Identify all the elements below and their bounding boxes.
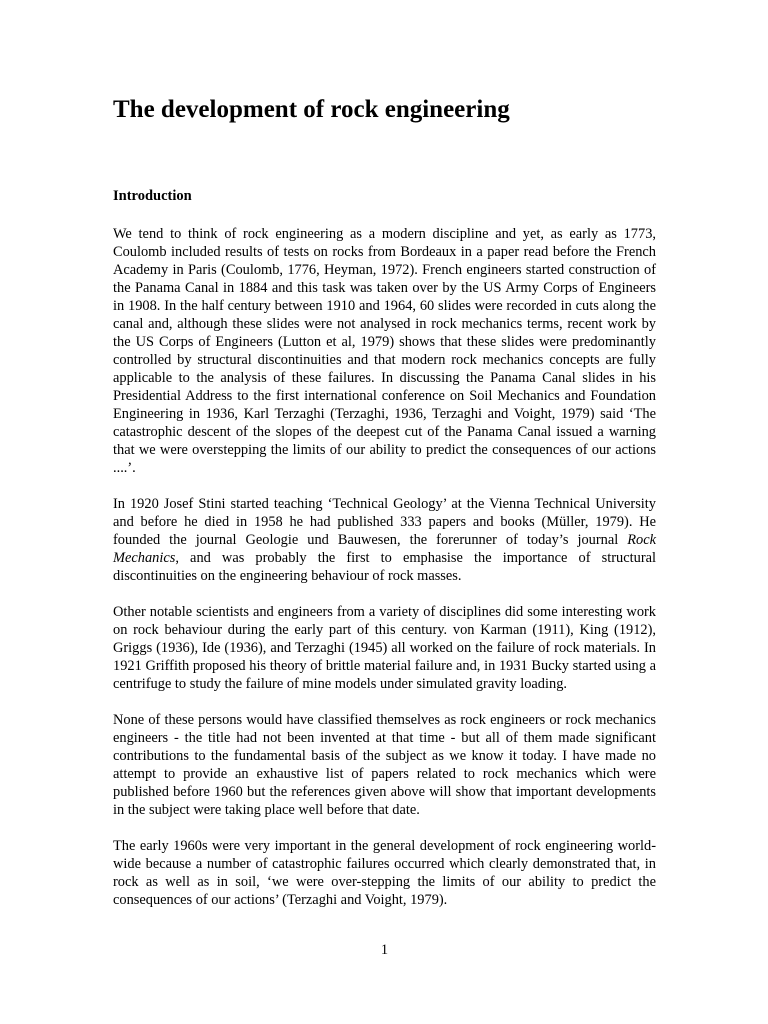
paragraph-3: [113, 603, 656, 693]
paragraph-2: [113, 495, 656, 585]
page-number: 1: [380, 942, 389, 958]
paragraph-1: [113, 225, 656, 477]
paragraph-3-text: Other notable scientists and engineers from a variety of disciplines did some interesting work on rock behaviour during the early part of this century. von Karman (1911), King (1912), Griggs (1936), Ide (1936), and Terzaghi (1945) all worked on the failure of rock materials. In 1921 Griffith proposed his theory of brittle material failure and, in 1931 Bucky started using a centrifuge to study the failure of mine models under simulated gravity loading.: [113, 604, 656, 692]
paragraph-4: [113, 711, 656, 819]
body-text: [113, 225, 656, 927]
paragraph-1-text: We tend to think of rock engineering as a modern discipline and yet, as early as 1773, Coulomb included results of tests on rocks from Bordeaux in a paper read before the French Academy in Paris (Coulomb, 1776, Heyman, 1972). French engineers started construction of the Panama Canal in 1884 and this task was taken over by the US Army Corps of Engineers in 1908. In the half century between 1910 and 1964, 60 slides were recorded in cuts along the canal and, although these slides were not analysed in rock mechanics terms, recent work by the US Corps of Engineers (Lutton et al, 1979) shows that these slides were predominantly controlled by structural discontinuities and that modern rock mechanics concepts are fully applicable to the analysis of these failures. In discussing the Panama Canal slides in his Presidential Address to the first international conference on Soil Mechanics and Foundation Engineering in 1936, Karl Terzaghi (Terzaghi, 1936, Terzaghi and Voight, 1979) said ‘The catastrophic descent of the slopes of the deepest cut of the Panama Canal issued a warning that we were overstepping the limits of our ability to predict the consequences of our actions ....’.: [113, 226, 656, 476]
paragraph-5-text: The early 1960s were very important in the general development of rock engineering world-wide because a number of catastrophic failures occurred which clearly demonstrated that, in rock as well as in soil, ‘we were over-stepping the limits of our ability to predict the consequences of our actions’ (Terzaghi and Voight, 1979).: [113, 838, 656, 908]
paragraph-4-text: None of these persons would have classified themselves as rock engineers or rock mechanics engineers - the title had not been invented at that time - but all of them made significant contributions to the fundamental basis of the subject as we know it today. I have made no attempt to provide an exhaustive list of papers related to rock mechanics which were published before 1960 but the references given above will show that important developments in the subject were taking place well before that date.: [113, 712, 656, 818]
paragraph-2-text-end: , and was probably the first to emphasise the importance of structural discontinuities on the engineering behaviour of rock masses.: [113, 550, 656, 584]
journal-name-italic: Rock Mechanics: [113, 532, 656, 566]
section-heading: Introduction: [113, 188, 192, 204]
paragraph-5: [113, 837, 656, 909]
document-title: The development of rock engineering: [113, 96, 510, 123]
paragraph-2-text-start: In 1920 Josef Stini started teaching ‘Technical Geology’ at the Vienna Technical University and before he died in 1958 he had published 333 papers and books (Müller, 1979). He founded the journal Geologie und Bauwesen, the forerunner of today’s journal: [113, 496, 656, 548]
